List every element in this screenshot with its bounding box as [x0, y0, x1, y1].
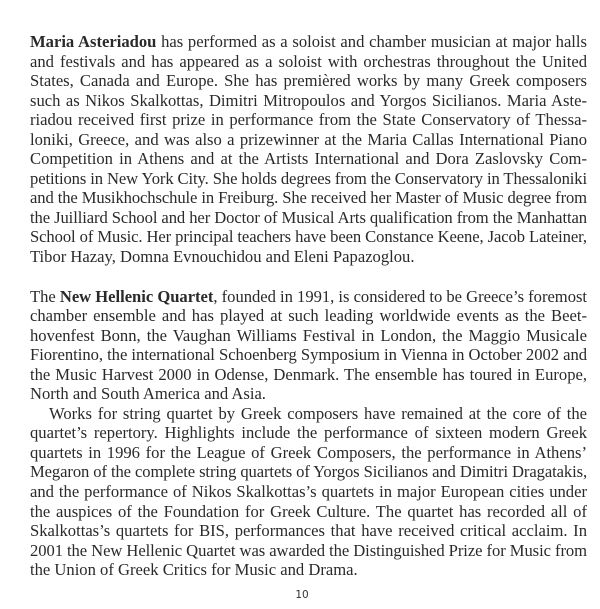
- text-line: Tibor Hazay, Domna Evnouchidou and Eleni Papazoglou.: [30, 247, 415, 267]
- text-line: The New Hellenic Quartet, founded in 1991, is considered to be Greece’s foremost: [30, 286, 587, 306]
- text-line: petitions in New York City. She holds degrees from the Conservatory in Thessaloniki: [30, 168, 588, 188]
- text-line: 2001 the New Hellenic Quartet was awarded the Distinguished Prize for Music from: [30, 540, 587, 560]
- text-line: loniki, Greece, and was also a prizewinner at the Maria Callas International Piano: [30, 129, 587, 149]
- text-line: Fiorentino, the international Schoenberg Symposium in Vienna in October 2002 and: [30, 345, 587, 365]
- text-line: and festivals and has appeared as a soloist with orchestras throughout the United: [30, 51, 587, 71]
- text-line: quartets in 1996 for the League of Greek Composers, the performance in Athens’: [30, 442, 587, 462]
- text-line: North and South America and Asia.: [30, 384, 266, 404]
- text-line: the Juilliard School and her Doctor of Musical Arts qualification from the Manhattan: [30, 207, 587, 227]
- bold-name-maria-asteriadou: Maria Asteriadou: [30, 32, 157, 51]
- text-line: riadou received first prize in performance from the State Conservatory of Thessa-: [30, 110, 587, 130]
- text-line: the Union of Greek Critics for Music and Drama.: [30, 560, 358, 580]
- text-line: such as Nikos Skalkottas, Dimitri Mitropoulos and Yorgos Sicilianos. Maria Aste-: [30, 90, 587, 110]
- text-line: School of Music. Her principal teachers have been Constance Keene, Jacob Lateiner,: [30, 227, 587, 247]
- text-line: the auspices of the Foundation for Greek Culture. The quartet has recorded all of: [30, 501, 587, 521]
- text-line: and the Musikhochschule in Freiburg. She received her Master of Music degree from: [30, 188, 587, 208]
- text-line: Works for string quartet by Greek composers have remained at the core of the: [49, 403, 587, 423]
- text-line: Megaron of the complete string quartets of Yorgos Sicilianos and Dimitri Dragatakis,: [30, 462, 587, 482]
- text-line: chamber ensemble and has played at such leading worldwide events as the Beet-: [30, 306, 587, 326]
- text-line: States, Canada and Europe. She has premièred works by many Greek composers: [30, 71, 587, 91]
- bold-name-new-hellenic-quartet: New Hellenic Quartet: [59, 286, 214, 306]
- paragraph-spacer: [30, 267, 587, 287]
- paragraph-quartet-repertory: [30, 404, 587, 580]
- text-line: Skalkottas’s quartets for BIS, performances that have received critical acclaim. In: [30, 521, 587, 541]
- document-page: [30, 32, 587, 580]
- text-line: hovenfest Bonn, the Vaughan Williams Festival in London, the Maggio Musicale: [30, 325, 587, 345]
- paragraph-new-hellenic-quartet: [30, 287, 587, 404]
- text-line: the Music Harvest 2000 in Odense, Denmark. The ensemble has toured in Europe,: [30, 364, 587, 384]
- text-line: and the performance of Nikos Skalkottas’s quartets in major European cities under: [30, 482, 587, 502]
- page-number: 10: [295, 589, 309, 601]
- text-line: Competition in Athens and at the Artists International and Dora Zaslovsky Com-: [30, 149, 587, 169]
- text-line: quartet’s repertory. Highlights include the performance of sixteen modern Greek: [30, 423, 587, 443]
- paragraph-maria-asteriadou: [30, 32, 587, 267]
- text-line: Maria Asteriadou has performed as a soloist and chamber musician at major halls: [30, 32, 587, 51]
